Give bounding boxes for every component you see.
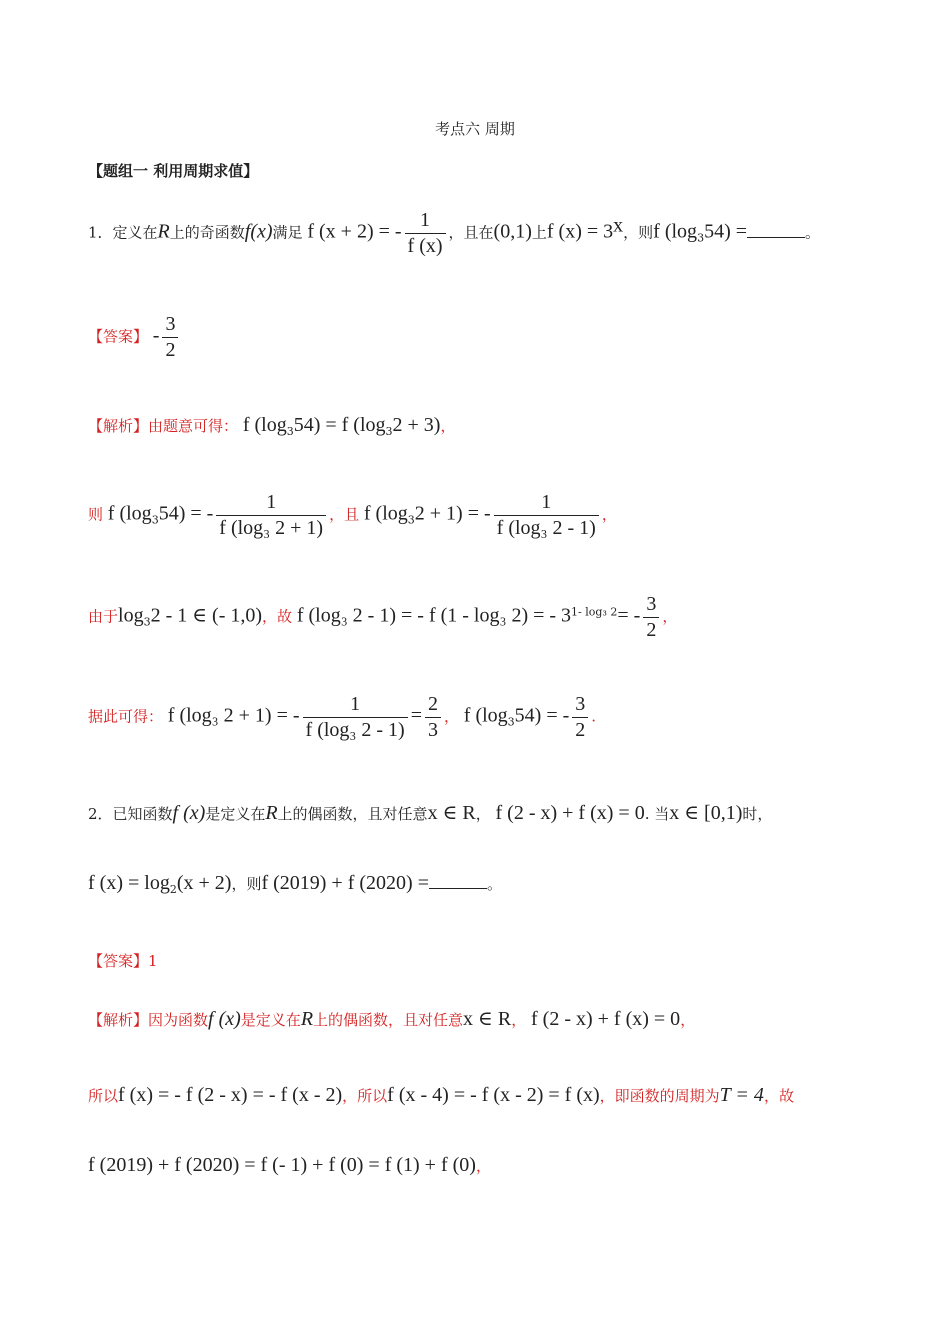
solution-text: ， — [601, 505, 617, 524]
solution-text: 由题意可得： — [148, 417, 239, 435]
q2-R: R — [265, 802, 278, 824]
solution-expr: 2 + 3) — [392, 414, 441, 436]
frac-num: 1 — [420, 209, 431, 231]
q2-cond: f (2 - x) + f (x) = 0 — [495, 802, 645, 824]
question-2-line-1 — [88, 800, 870, 825]
solution-fraction — [572, 692, 588, 743]
q2-xr: x ∈ R — [427, 802, 476, 824]
solution-2-line-1 — [88, 1006, 870, 1031]
q1-ask-end: 54) = — [704, 220, 748, 243]
answer-value: 1 — [148, 952, 158, 970]
q2-text: 时， — [742, 805, 773, 823]
q2-text: ，则 — [231, 875, 262, 893]
page-title: 考点六 周期 — [435, 120, 515, 138]
solution-text: 是定义在 — [240, 1011, 301, 1029]
solution-text: ， — [443, 707, 459, 726]
q2-end: 。 — [486, 875, 502, 893]
solution-text: 据此可得： — [88, 707, 164, 726]
solution-text: 上的偶函数，且对任意 — [313, 1011, 464, 1029]
solution-sub: 3 — [286, 425, 294, 438]
solution-expr: f (2019) + f (2020) = f (- 1) + f (0) = f (1) + f (0) — [88, 1154, 476, 1176]
q2-def: (x + 2) — [176, 872, 232, 894]
q1-sup: x — [613, 214, 624, 237]
solution-expr: f (log₃ 2 - 1) = - f (1 - log₃ 2) = - 3 — [296, 604, 572, 627]
frac-den: f (log₃ 2 - 1) — [303, 717, 408, 743]
solution-text: 因为函数 — [148, 1011, 209, 1029]
frac-num: 3 — [646, 593, 657, 615]
solution-fraction — [643, 592, 659, 643]
solution-expr: 2 + 1) = - — [414, 502, 491, 525]
answer-blank — [429, 874, 487, 889]
solution-label: 【解析】 — [88, 1011, 149, 1029]
frac-den: 2 — [162, 337, 178, 363]
q1-text: ，则 — [623, 223, 654, 242]
solution-sub: 3 — [151, 513, 159, 527]
solution-expr: f (log — [463, 704, 508, 727]
solution-expr: f (x) = - f (2 - x) = - f (x - 2) — [118, 1084, 343, 1106]
answer-fraction — [162, 312, 178, 363]
solution-expr: f (log — [363, 502, 408, 525]
solution-expr: 2 - 1 ∈ (- 1,0) — [150, 604, 263, 627]
frac-num: 3 — [575, 693, 586, 715]
frac-num: 2 — [427, 693, 438, 715]
solution-sub: 3 — [385, 425, 393, 438]
q1-text: ，且在 — [448, 223, 494, 242]
solution-1-line-1 — [88, 414, 870, 438]
solution-fraction — [494, 490, 599, 541]
solution-expr: 54) = - — [514, 704, 570, 727]
question-1 — [88, 208, 870, 259]
solution-1-line-2 — [88, 490, 870, 541]
solution-2-line-3 — [88, 1154, 870, 1177]
solution-fraction — [303, 692, 408, 743]
solution-expr: = — [410, 704, 422, 727]
question-2-line-2 — [88, 872, 870, 896]
q2-ask: f (2019) + f (2020) = — [261, 872, 429, 894]
q1-ask: f (log — [653, 220, 698, 243]
solution-sub: 3 — [507, 715, 515, 729]
frac-den: f (log₃ 2 + 1) — [216, 515, 326, 541]
solution-sub: 3 — [407, 513, 415, 527]
frac-num: 3 — [165, 313, 176, 335]
answer-blank — [747, 223, 805, 238]
q1-fx: f(x) — [244, 220, 273, 243]
solution-expr: f (log — [242, 414, 287, 436]
solution-expr: f (log₃ 2 + 1) = - — [167, 704, 300, 727]
solution-expr: T = 4 — [719, 1084, 764, 1106]
solution-sub: 3 — [143, 615, 151, 629]
solution-text: ， — [440, 417, 456, 435]
solution-1-line-3 — [88, 592, 870, 643]
answer-label: 【答案】 — [88, 327, 149, 346]
solution-fraction — [425, 692, 441, 743]
frac-den: 2 — [643, 617, 659, 643]
frac-den: f (log₃ 2 - 1) — [494, 515, 599, 541]
solution-text: ，所以 — [342, 1087, 388, 1105]
solution-expr: f (log — [107, 502, 152, 525]
solution-expr: = - — [617, 604, 641, 627]
solution-expr: 54) = - — [158, 502, 214, 525]
q1-interval: (0,1) — [493, 220, 532, 243]
frac-num: 1 — [266, 491, 277, 513]
q1-text: 上 — [531, 223, 547, 242]
q1-R: R — [157, 220, 170, 243]
solution-label: 【解析】 — [88, 417, 149, 435]
solution-text: 所以 — [88, 1087, 119, 1105]
solution-expr: f (2 - x) + f (x) = 0 — [531, 1008, 681, 1030]
q2-def: f (x) = log — [88, 872, 170, 894]
solution-sup: 1- log₃ 2 — [571, 605, 618, 619]
q2-text: . 当 — [644, 805, 670, 823]
solution-text: ， — [511, 1011, 527, 1029]
frac-den: 3 — [425, 717, 441, 743]
solution-text: ，且 — [329, 505, 360, 524]
answer-sign: - — [152, 324, 160, 347]
q1-lhs: f (x + 2) = - — [307, 220, 402, 243]
answer-2 — [88, 950, 870, 971]
q2-number: 2．已知函数 — [88, 805, 173, 823]
q2-x01: x ∈ [0,1) — [669, 802, 743, 824]
q1-number: 1．定义在 — [88, 223, 158, 242]
q2-text: 是定义在 — [205, 805, 266, 823]
q2-text: ， — [475, 805, 491, 823]
solution-expr: x ∈ R — [463, 1008, 512, 1030]
solution-expr: f (x - 4) = - f (x - 2) = f (x) — [387, 1084, 600, 1106]
q1-sub: 3 — [697, 231, 705, 245]
solution-text: ，即函数的周期为 — [599, 1087, 720, 1105]
q1-fraction — [405, 208, 446, 259]
q2-fx: f (x) — [172, 802, 206, 824]
q2-sub: 2 — [169, 883, 177, 896]
group-heading: 【题组一 利用周期求值】 — [88, 162, 259, 180]
solution-2-line-2 — [88, 1084, 870, 1107]
frac-num: 1 — [541, 491, 552, 513]
solution-text: 则 — [88, 505, 104, 524]
solution-text: 由于 — [88, 607, 119, 626]
solution-text: . — [591, 707, 597, 726]
q1-text: 满足 — [272, 223, 303, 242]
solution-fraction — [216, 490, 326, 541]
solution-expr: f (x) — [208, 1008, 241, 1030]
answer-label: 【答案】 — [88, 952, 149, 970]
q1-text: 上的奇函数 — [169, 223, 245, 242]
q2-text: 上的偶函数，且对任意 — [277, 805, 428, 823]
answer-1 — [88, 312, 870, 363]
solution-text: ， — [475, 1157, 491, 1175]
solution-1-line-4 — [88, 692, 870, 743]
solution-text: ， — [662, 607, 678, 626]
q1-end: 。 — [805, 223, 821, 242]
solution-text: ，故 — [763, 1087, 794, 1105]
frac-den: 2 — [572, 717, 588, 743]
solution-expr: 54) = f (log — [293, 414, 386, 436]
solution-text: ， — [680, 1011, 696, 1029]
solution-expr: R — [300, 1008, 314, 1030]
frac-num: 1 — [350, 693, 361, 715]
q1-cond: f (x) = 3 — [546, 220, 614, 243]
solution-expr: log — [118, 604, 144, 627]
frac-den: f (x) — [405, 233, 446, 259]
solution-text: ，故 — [262, 607, 293, 626]
